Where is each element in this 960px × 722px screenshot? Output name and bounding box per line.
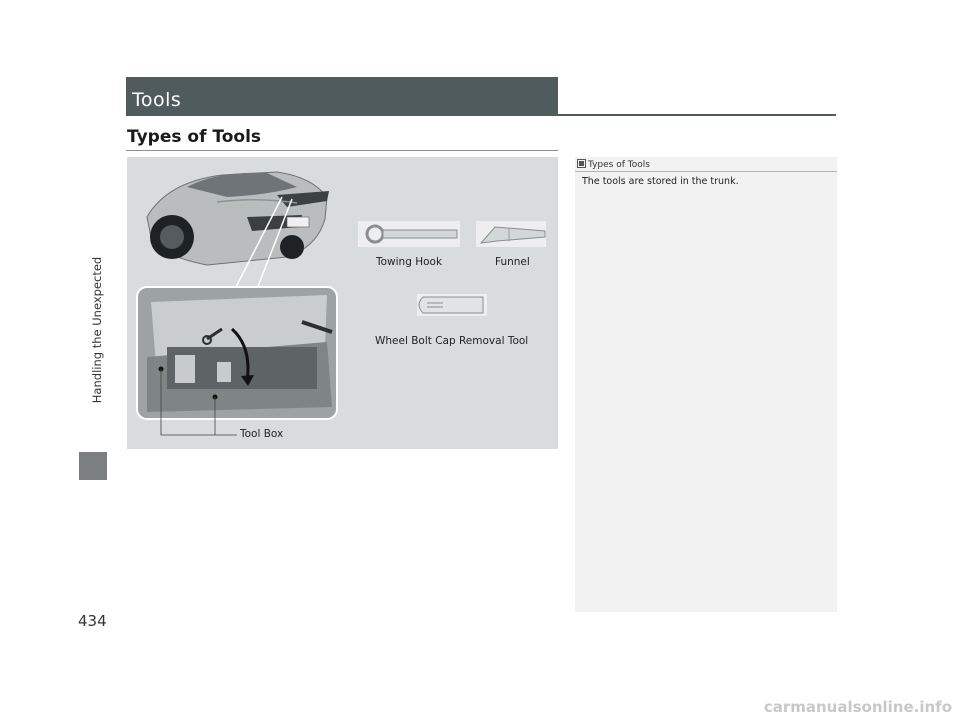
note-title	[577, 159, 650, 170]
note-text: The tools are stored in the trunk.	[582, 176, 739, 187]
chapter-tab	[79, 452, 107, 480]
page-number: 434	[78, 612, 107, 630]
chapter-side-label-text: Handling the Unexpected	[90, 256, 105, 404]
watermark: carmanualsonline.info	[763, 698, 952, 716]
subsection-divider	[126, 150, 558, 151]
towing-hook-icon	[358, 221, 460, 247]
section-title: Tools	[132, 89, 182, 111]
towing-hook-label: Towing Hook	[376, 256, 443, 268]
funnel-icon	[476, 221, 546, 247]
side-note	[575, 157, 837, 612]
section-header	[126, 77, 558, 115]
wheel-bolt-cap-removal-tool-label: Wheel Bolt Cap Removal Tool	[375, 335, 529, 347]
section-divider	[126, 114, 836, 116]
reference-icon	[577, 159, 586, 168]
note-divider	[575, 171, 837, 172]
car-illustration	[147, 172, 329, 265]
subsection-title: Types of Tools	[127, 127, 262, 147]
note-title-text: Types of Tools	[588, 160, 650, 170]
trunk-inset	[137, 287, 337, 419]
tool-box-label: Tool Box	[240, 428, 284, 440]
funnel-label: Funnel	[495, 256, 530, 268]
tools-figure	[127, 157, 558, 449]
wheel-bolt-cap-removal-tool-icon	[417, 294, 487, 316]
tools-illustration	[127, 157, 558, 449]
chapter-side-label	[86, 210, 108, 450]
